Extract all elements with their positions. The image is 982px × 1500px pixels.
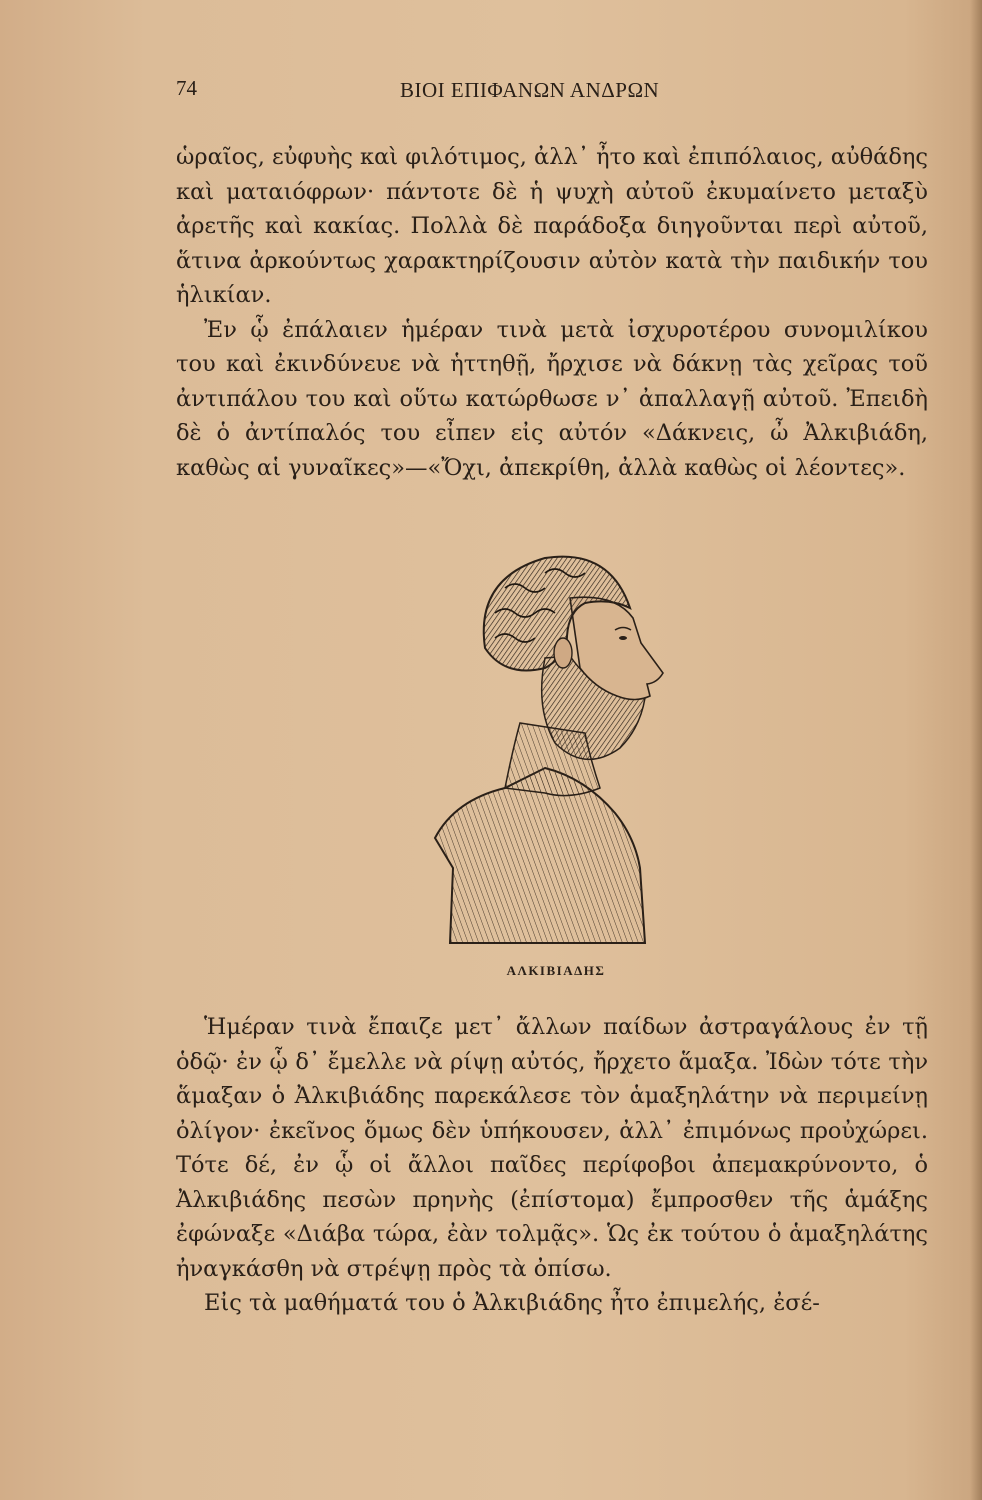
paragraph: Ἡμέραν τινὰ ἔπαιζε μετ᾽ ἄλλων παίδων ἀστραγάλους ἐν τῇ ὁδῷ· ἐν ᾧ δ᾽ ἔμελλε νὰ ρίψῃ αὐτός, ἤρχετο ἅμαξα. Ἰδὼν τότε τὴν ἅμαξαν ὁ Ἀλκιβιάδης παρεκάλεσε τὸν ἁμαξηλάτην νὰ περιμείνῃ ὀλίγον· ἐκεῖνος ὅμως δὲν ὑπήκουσεν, ἀλλ᾽ ἐπιμόνως προὐχώρει. Τότε δέ, ἐν ᾧ οἱ ἄλλοι παῖδες περίφοβοι ἀπεμακρύνοντο, ὁ Ἀλκιβιάδης πεσὼν πρηνὴς (ἐπίστομα) ἔμπροσθεν τῆς ἁμάξης ἐφώναξε «Διάβα τώρα, ἐὰν τολμᾷς». Ὡς ἐκ τούτου ὁ ἁμαξηλάτης ἠναγκάσθη νὰ στρέψῃ πρὸς τὰ ὀπίσω.: [176, 1014, 928, 1282]
page-number: 74: [176, 76, 197, 100]
paragraph: Εἰς τὰ μαθήματά του ὁ Ἀλκιβιάδης ἦτο ἐπιμελής, ἐσέ-: [204, 1290, 820, 1316]
paragraph: Ἐν ᾧ ἐπάλαιεν ἡμέραν τινὰ μετὰ ἰσχυροτέρου συνομιλίκου του καὶ ἐκινδύνευε νὰ ἡττηθῇ, ἤρχισε νὰ δάκνῃ τὰς χεῖρας τοῦ ἀντιπάλου του καὶ οὕτω κατώρθωσε ν᾽ ἀπαλλαγῇ αὐτοῦ. Ἐπειδὴ δὲ ὁ ἀντίπαλός του εἶπεν εἰς αὐτόν «Δάκνεις, ὦ Ἀλκιβιάδη, καθὼς αἱ γυναῖκες»—«Ὄχι, ἀπεκρίθη, ἀλλὰ καθὼς οἱ λέοντες».: [176, 316, 928, 481]
page-edge-shadow: [970, 0, 982, 1500]
figure-caption: ΑΛΚΙΒΙΑΔΗΣ: [506, 963, 606, 978]
text-block-top: [176, 140, 928, 485]
running-title: ΒΙΟΙ ΕΠΙΦΑΝΩΝ ΑΝΔΡΩΝ: [400, 78, 660, 102]
text-block-bottom: [176, 1010, 928, 1321]
bust-portrait-engraving: [395, 538, 695, 953]
paragraph: ὡραῖος, εὐφυὴς καὶ φιλότιμος, ἀλλ᾽ ἦτο καὶ ἐπιπόλαιος, αὐθάδης καὶ ματαιόφρων· πάντοτε δὲ ἡ ψυχὴ αὐτοῦ ἐκυμαίνετο μεταξὺ ἀρετῆς καὶ κακίας. Πολλὰ δὲ παράδοξα διηγοῦνται περὶ αὐτοῦ, ἅτινα ἀρκούντως χαρακτηρίζουσιν αὐτὸν κατὰ τὴν παιδικήν του ἡλικίαν.: [176, 144, 928, 308]
